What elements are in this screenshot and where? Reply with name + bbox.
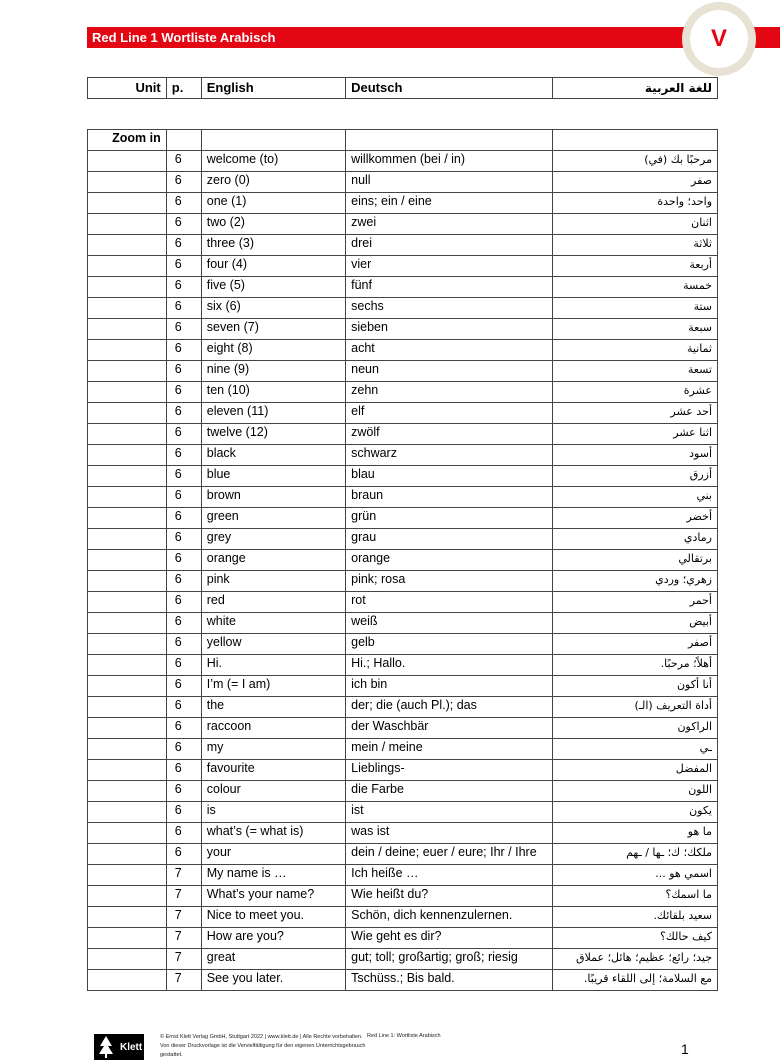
deutsch-cell: gut; toll; großartig; groß; riesig	[346, 949, 553, 970]
unit-cell	[88, 613, 167, 634]
deutsch-cell: pink; rosa	[346, 571, 553, 592]
deutsch-cell: blau	[346, 466, 553, 487]
arabic-cell: ستة	[552, 298, 717, 319]
page-cell: 6	[166, 445, 201, 466]
page-cell: 6	[166, 718, 201, 739]
unit-cell	[88, 823, 167, 844]
arabic-cell: ما اسمك؟	[552, 886, 717, 907]
table-row	[88, 214, 718, 235]
english-cell: black	[201, 445, 345, 466]
english-cell: Hi.	[201, 655, 345, 676]
english-cell: yellow	[201, 634, 345, 655]
header-title-bar	[87, 27, 780, 48]
english-cell: great	[201, 949, 345, 970]
empty-cell	[552, 130, 717, 151]
page-number: 1	[681, 1041, 689, 1057]
english-cell: I’m (= I am)	[201, 676, 345, 697]
deutsch-cell: eins; ein / eine	[346, 193, 553, 214]
unit-cell	[88, 949, 167, 970]
arabic-cell: أحمر	[552, 592, 717, 613]
arabic-cell: اسمي هو ...	[552, 865, 717, 886]
arabic-cell: أهلاً؛ مرحبًا.	[552, 655, 717, 676]
page-cell: 6	[166, 340, 201, 361]
arabic-cell: ثمانية	[552, 340, 717, 361]
unit-cell	[88, 970, 167, 991]
arabic-cell: أربعة	[552, 256, 717, 277]
klett-logo	[94, 1034, 144, 1060]
unit-cell	[88, 193, 167, 214]
deutsch-cell: zwölf	[346, 424, 553, 445]
deutsch-cell: neun	[346, 361, 553, 382]
arabic-cell: اثنان	[552, 214, 717, 235]
arabic-cell: الراكون	[552, 718, 717, 739]
unit-cell	[88, 802, 167, 823]
arabic-cell: زهري؛ وردي	[552, 571, 717, 592]
table-row	[88, 235, 718, 256]
unit-cell	[88, 319, 167, 340]
empty-cell	[346, 130, 553, 151]
english-cell: white	[201, 613, 345, 634]
unit-cell	[88, 466, 167, 487]
arabic-cell: صفر	[552, 172, 717, 193]
table-row	[88, 550, 718, 571]
table-row	[88, 340, 718, 361]
deutsch-cell: Wie geht es dir?	[346, 928, 553, 949]
arabic-cell: أسود	[552, 445, 717, 466]
arabic-cell: رمادي	[552, 529, 717, 550]
arabic-cell: ملكك؛ ك؛ ـها / ـهم	[552, 844, 717, 865]
unit-cell	[88, 781, 167, 802]
english-cell: grey	[201, 529, 345, 550]
unit-cell	[88, 886, 167, 907]
table-row	[88, 949, 718, 970]
column-header-row	[88, 78, 718, 99]
deutsch-cell: die Farbe	[346, 781, 553, 802]
table-row	[88, 466, 718, 487]
empty-cell	[201, 130, 345, 151]
page-cell: 6	[166, 508, 201, 529]
table-row	[88, 865, 718, 886]
page-cell: 6	[166, 193, 201, 214]
table-row	[88, 319, 718, 340]
arabic-cell: ما هو	[552, 823, 717, 844]
column-header-unit: Unit	[88, 78, 167, 99]
page-cell: 6	[166, 214, 201, 235]
unit-cell	[88, 172, 167, 193]
arabic-cell: أداة التعريف (الـ)	[552, 697, 717, 718]
unit-cell	[88, 907, 167, 928]
deutsch-cell: mein / meine	[346, 739, 553, 760]
english-cell: My name is …	[201, 865, 345, 886]
table-row	[88, 781, 718, 802]
arabic-cell: اللون	[552, 781, 717, 802]
arabic-cell: مع السلامة؛ إلى اللقاء قريبًا.	[552, 970, 717, 991]
arabic-cell: واحد؛ واحدة	[552, 193, 717, 214]
deutsch-cell: Wie heißt du?	[346, 886, 553, 907]
column-header-english: English	[201, 78, 345, 99]
column-header-deutsch: Deutsch	[346, 78, 553, 99]
table-row	[88, 508, 718, 529]
table-row	[88, 697, 718, 718]
arabic-cell: برتقالي	[552, 550, 717, 571]
unit-cell	[88, 361, 167, 382]
section-badge	[682, 2, 756, 76]
deutsch-cell: rot	[346, 592, 553, 613]
english-cell: six (6)	[201, 298, 345, 319]
document-title: Red Line 1 Wortliste Arabisch	[92, 30, 276, 45]
table-row	[88, 256, 718, 277]
english-cell: eleven (11)	[201, 403, 345, 424]
unit-cell	[88, 928, 167, 949]
arabic-cell: اثنا عشر	[552, 424, 717, 445]
english-cell: What’s your name?	[201, 886, 345, 907]
unit-cell	[88, 739, 167, 760]
arabic-cell: أزرق	[552, 466, 717, 487]
page-cell: 6	[166, 844, 201, 865]
deutsch-cell: sieben	[346, 319, 553, 340]
arabic-cell: أصفر	[552, 634, 717, 655]
unit-cell	[88, 214, 167, 235]
deutsch-cell: was ist	[346, 823, 553, 844]
unit-cell	[88, 718, 167, 739]
english-cell: seven (7)	[201, 319, 345, 340]
page-cell: 6	[166, 487, 201, 508]
page-cell: 6	[166, 256, 201, 277]
arabic-cell: عشرة	[552, 382, 717, 403]
page-cell: 7	[166, 928, 201, 949]
deutsch-cell: ich bin	[346, 676, 553, 697]
english-cell: your	[201, 844, 345, 865]
english-cell: favourite	[201, 760, 345, 781]
english-cell: raccoon	[201, 718, 345, 739]
arabic-cell: يكون	[552, 802, 717, 823]
unit-cell	[88, 340, 167, 361]
english-cell: three (3)	[201, 235, 345, 256]
deutsch-cell: braun	[346, 487, 553, 508]
klett-tree-icon	[94, 1034, 118, 1060]
page-cell: 6	[166, 613, 201, 634]
arabic-cell: سعيد بلقائك.	[552, 907, 717, 928]
page-cell: 7	[166, 907, 201, 928]
unit-cell	[88, 592, 167, 613]
unit-cell	[88, 508, 167, 529]
unit-cell	[88, 697, 167, 718]
arabic-cell: ـي	[552, 739, 717, 760]
deutsch-cell: Tschüss.; Bis bald.	[346, 970, 553, 991]
page-cell: 6	[166, 361, 201, 382]
english-cell: two (2)	[201, 214, 345, 235]
deutsch-cell: gelb	[346, 634, 553, 655]
english-cell: zero (0)	[201, 172, 345, 193]
page-cell: 6	[166, 823, 201, 844]
vocabulary-table	[87, 129, 718, 991]
page-cell: 6	[166, 697, 201, 718]
unit-cell	[88, 235, 167, 256]
table-row	[88, 760, 718, 781]
deutsch-cell: zehn	[346, 382, 553, 403]
unit-cell	[88, 445, 167, 466]
english-cell: eight (8)	[201, 340, 345, 361]
page-cell: 6	[166, 592, 201, 613]
deutsch-cell: willkommen (bei / in)	[346, 151, 553, 172]
arabic-cell: سبعة	[552, 319, 717, 340]
arabic-cell: مرحبًا بك (في)	[552, 151, 717, 172]
arabic-cell: تسعة	[552, 361, 717, 382]
deutsch-cell: der Waschbär	[346, 718, 553, 739]
table-row	[88, 571, 718, 592]
deutsch-cell: der; die (auch Pl.); das	[346, 697, 553, 718]
arabic-cell: أخضر	[552, 508, 717, 529]
page-cell: 6	[166, 781, 201, 802]
deutsch-cell: drei	[346, 235, 553, 256]
deutsch-cell: Lieblings-	[346, 760, 553, 781]
table-row	[88, 907, 718, 928]
table-row	[88, 844, 718, 865]
deutsch-cell: Ich heiße …	[346, 865, 553, 886]
arabic-cell: كيف حالك؟	[552, 928, 717, 949]
english-cell: nine (9)	[201, 361, 345, 382]
page-cell: 6	[166, 676, 201, 697]
unit-cell	[88, 655, 167, 676]
unit-cell	[88, 256, 167, 277]
english-cell: five (5)	[201, 277, 345, 298]
english-cell: blue	[201, 466, 345, 487]
page-cell: 6	[166, 802, 201, 823]
unit-cell	[88, 151, 167, 172]
page-cell: 6	[166, 151, 201, 172]
arabic-cell: جيد؛ رائع؛ عظيم؛ هائل؛ عملاق	[552, 949, 717, 970]
english-cell: red	[201, 592, 345, 613]
table-row	[88, 718, 718, 739]
copyright-notice: © Ernst Klett Verlag GmbH, Stuttgart 2022 | www.klett.de | Alle Rechte vorbehalten. Von dieser Druckvorlage ist die Vervielfältigung für den eigenen Unterrichtsgebrauch gestattet.	[160, 1034, 366, 1058]
table-row	[88, 634, 718, 655]
table-row	[88, 928, 718, 949]
english-cell: the	[201, 697, 345, 718]
english-cell: is	[201, 802, 345, 823]
unit-cell	[88, 487, 167, 508]
english-cell: See you later.	[201, 970, 345, 991]
section-badge-letter: V	[690, 10, 748, 68]
column-header-table	[87, 77, 718, 99]
deutsch-cell: Hi.; Hallo.	[346, 655, 553, 676]
deutsch-cell: ist	[346, 802, 553, 823]
empty-cell	[166, 130, 201, 151]
arabic-cell: أنا أكون	[552, 676, 717, 697]
table-row	[88, 970, 718, 991]
unit-cell	[88, 298, 167, 319]
deutsch-cell: weiß	[346, 613, 553, 634]
page-cell: 6	[166, 382, 201, 403]
unit-cell	[88, 844, 167, 865]
table-row	[88, 613, 718, 634]
page-cell: 7	[166, 865, 201, 886]
table-row	[88, 193, 718, 214]
deutsch-cell: orange	[346, 550, 553, 571]
table-row	[88, 172, 718, 193]
page-cell: 7	[166, 886, 201, 907]
table-row	[88, 403, 718, 424]
arabic-cell: المفضل	[552, 760, 717, 781]
page-cell: 6	[166, 298, 201, 319]
table-row	[88, 277, 718, 298]
unit-cell	[88, 676, 167, 697]
deutsch-cell: grün	[346, 508, 553, 529]
page-cell: 6	[166, 529, 201, 550]
table-row	[88, 151, 718, 172]
deutsch-cell: schwarz	[346, 445, 553, 466]
deutsch-cell: zwei	[346, 214, 553, 235]
deutsch-cell: acht	[346, 340, 553, 361]
section-label: Zoom in	[88, 130, 167, 151]
klett-logo-text: Klett	[120, 1042, 143, 1053]
deutsch-cell: sechs	[346, 298, 553, 319]
page-cell: 6	[166, 403, 201, 424]
page-cell: 6	[166, 655, 201, 676]
page-cell: 6	[166, 424, 201, 445]
unit-cell	[88, 571, 167, 592]
unit-cell	[88, 529, 167, 550]
deutsch-cell: fünf	[346, 277, 553, 298]
english-cell: Nice to meet you.	[201, 907, 345, 928]
arabic-cell: أحد عشر	[552, 403, 717, 424]
page-cell: 6	[166, 466, 201, 487]
page-cell: 7	[166, 949, 201, 970]
unit-cell	[88, 403, 167, 424]
arabic-cell: أبيض	[552, 613, 717, 634]
deutsch-cell: vier	[346, 256, 553, 277]
table-row	[88, 529, 718, 550]
table-row	[88, 487, 718, 508]
unit-cell	[88, 424, 167, 445]
table-row	[88, 382, 718, 403]
unit-cell	[88, 550, 167, 571]
unit-cell	[88, 865, 167, 886]
english-cell: pink	[201, 571, 345, 592]
unit-cell	[88, 382, 167, 403]
table-row	[88, 676, 718, 697]
page-cell: 6	[166, 571, 201, 592]
deutsch-cell: dein / deine; euer / eure; Ihr / Ihre	[346, 844, 553, 865]
arabic-cell: ثلاثة	[552, 235, 717, 256]
english-cell: one (1)	[201, 193, 345, 214]
table-row	[88, 802, 718, 823]
english-cell: what’s (= what is)	[201, 823, 345, 844]
table-row	[88, 361, 718, 382]
arabic-cell: بني	[552, 487, 717, 508]
english-cell: ten (10)	[201, 382, 345, 403]
table-row	[88, 655, 718, 676]
page-cell: 6	[166, 550, 201, 571]
unit-cell	[88, 277, 167, 298]
table-row	[88, 592, 718, 613]
english-cell: colour	[201, 781, 345, 802]
deutsch-cell: Schön, dich kennenzulernen.	[346, 907, 553, 928]
page-cell: 7	[166, 970, 201, 991]
english-cell: twelve (12)	[201, 424, 345, 445]
table-row	[88, 298, 718, 319]
column-header-page: p.	[166, 78, 201, 99]
table-row	[88, 823, 718, 844]
table-row	[88, 886, 718, 907]
footer-document-title: Red Line 1: Wortliste Arabisch	[367, 1033, 441, 1039]
deutsch-cell: grau	[346, 529, 553, 550]
table-row	[88, 445, 718, 466]
english-cell: four (4)	[201, 256, 345, 277]
unit-cell	[88, 634, 167, 655]
page-cell: 6	[166, 172, 201, 193]
page-cell: 6	[166, 739, 201, 760]
column-header-arabic: للغة العربية	[552, 78, 717, 99]
page-cell: 6	[166, 235, 201, 256]
english-cell: brown	[201, 487, 345, 508]
english-cell: green	[201, 508, 345, 529]
deutsch-cell: null	[346, 172, 553, 193]
deutsch-cell: elf	[346, 403, 553, 424]
page-cell: 6	[166, 634, 201, 655]
page-cell: 6	[166, 319, 201, 340]
page-cell: 6	[166, 760, 201, 781]
arabic-cell: خمسة	[552, 277, 717, 298]
section-row	[88, 130, 718, 151]
english-cell: How are you?	[201, 928, 345, 949]
english-cell: welcome (to)	[201, 151, 345, 172]
table-row	[88, 424, 718, 445]
unit-cell	[88, 760, 167, 781]
table-row	[88, 739, 718, 760]
page-cell: 6	[166, 277, 201, 298]
english-cell: orange	[201, 550, 345, 571]
english-cell: my	[201, 739, 345, 760]
